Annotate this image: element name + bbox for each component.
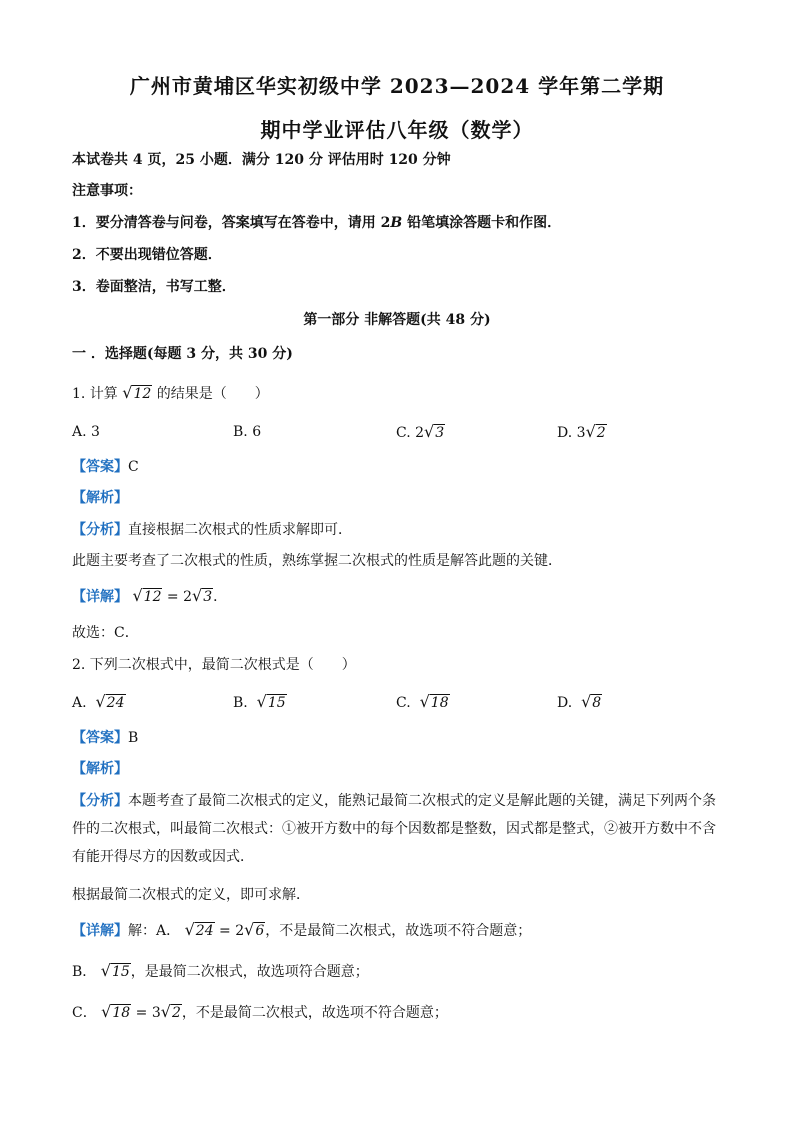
- q2-detail-b: B． √15，是最简二次根式，故选项符合题意；: [72, 961, 369, 980]
- q2-option-c: C. √18: [396, 692, 449, 711]
- title-line-2: 期中学业评估八年级（数学）: [260, 118, 534, 142]
- q2-option-b: B. √15: [233, 692, 286, 711]
- note-1-prefix: 1．要分清答卷与问卷，答案填写在答卷中，请用 2: [72, 215, 391, 231]
- q2-detail-a: 【详解】解：A． √24 = 2√6，不是最简二次根式，故选项不符合题意；: [72, 920, 532, 939]
- q2-fenxi: 【分析】本题考查了最简二次根式的定义，能熟记最简二次根式的定义是解此题的关键，满足下列两个条件的二次根式，叫最简二次根式：①被开方数中的每个因数都是整数，因式都是整式，②被开方数中不含有能开得尽方的因数或因式．: [72, 793, 716, 865]
- q2-detail-c: C． √18 = 3√2，不是最简二次根式，故选项不符合题意；: [72, 1002, 448, 1021]
- answer-tag: 【答案】: [72, 459, 128, 475]
- q2-analysis-tag: 【解析】: [72, 761, 128, 777]
- q1-analysis-tag: 【解析】: [72, 490, 128, 506]
- q1-option-d: D. 3√2: [557, 422, 606, 441]
- q2-note: 根据最简二次根式的定义，即可求解．: [72, 887, 310, 903]
- q1-stem: [72, 383, 732, 404]
- q1-stem-prefix: 1. 计算: [72, 386, 118, 402]
- q2-option-a: A. √24: [72, 692, 125, 711]
- note-2: 2．不要出现错位答题．: [72, 247, 222, 263]
- q1-answer: [72, 457, 732, 477]
- part-title: 第一部分 非解答题(共 48 分): [303, 312, 491, 328]
- q1-note: 此题主要考查了二次根式的性质，熟练掌握二次根式的性质是解答此题的关键．: [72, 553, 562, 569]
- q1-fenxi: 【分析】直接根据二次根式的性质求解即可．: [72, 522, 352, 538]
- q1-detail: 【详解】 √12 = 2√3．: [72, 586, 228, 605]
- note-3: 3．卷面整洁，书写工整．: [72, 279, 236, 295]
- q2-option-d: D. √8: [557, 692, 602, 711]
- q1-option-a: A. 3: [72, 424, 100, 440]
- sqrt-12: √12: [122, 383, 152, 402]
- q2-answer: 【答案】B: [72, 730, 139, 746]
- exam-summary: 本试卷共 4 页，25 小题．满分 120 分 评估用时 120 分钟: [72, 152, 451, 168]
- note-1-suffix: 铅笔填涂答题卡和作图．: [402, 215, 562, 231]
- q1-option-c: C. 2√3: [396, 422, 445, 441]
- q1-choose: 故选：C．: [72, 625, 139, 641]
- note-1: [72, 213, 732, 233]
- q1-stem-suffix: 的结果是（ ）: [156, 386, 269, 402]
- notes-heading: 注意事项：: [72, 183, 142, 199]
- q1-answer-value: C: [128, 459, 139, 475]
- note-1-var: B: [390, 215, 403, 231]
- section-heading: 一 ．选择题(每题 3 分，共 30 分): [72, 346, 293, 362]
- q1-option-b: B. 6: [233, 424, 262, 440]
- title-line-1: 广州市黄埔区华实初级中学 2023—2024 学年第二学期: [129, 74, 665, 98]
- q2-stem: 2. 下列二次根式中，最简二次根式是（ ）: [72, 657, 356, 673]
